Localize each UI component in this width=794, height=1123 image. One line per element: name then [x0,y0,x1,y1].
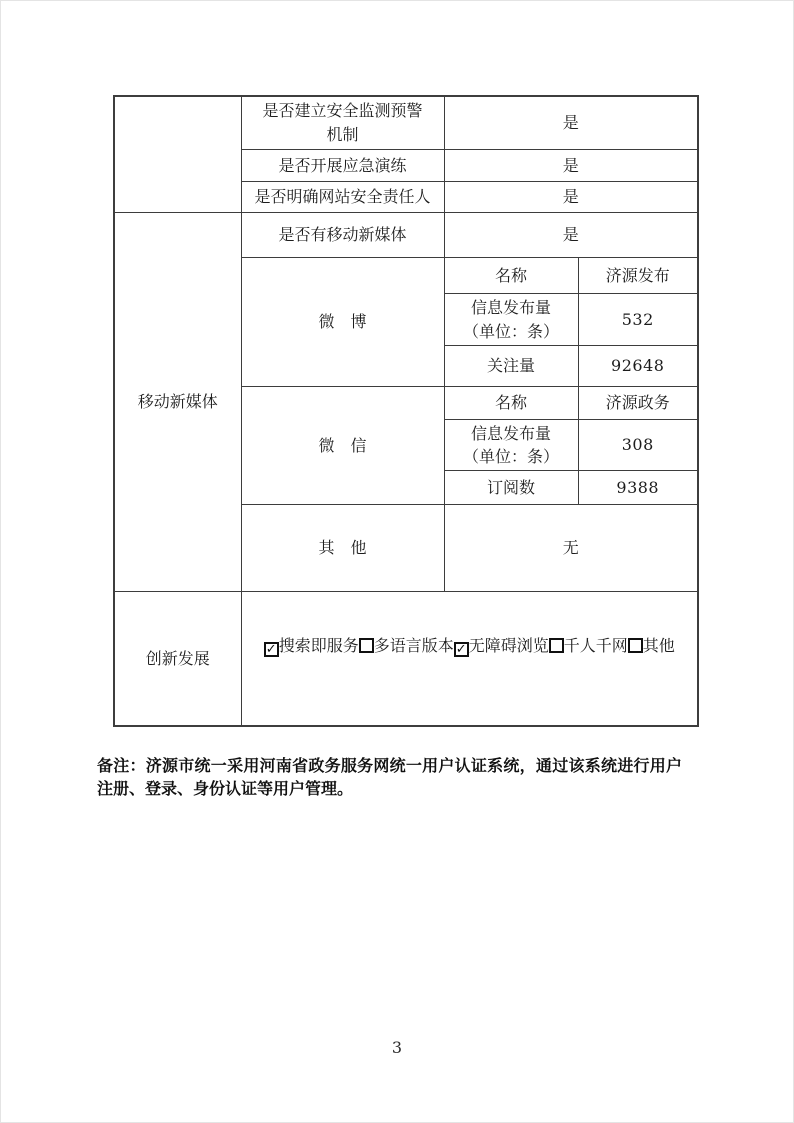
innovation-option-label: 其他 [642,635,675,655]
weibo-followers-value: 92648 [578,346,698,387]
weibo-name-label: 名称 [444,258,578,294]
footnote [97,754,682,800]
has-mobile-label: 是否有移动新媒体 [241,213,444,258]
has-mobile-value: 是 [444,213,698,258]
section-label-mobile-media: 移动新媒体 [114,213,241,592]
wechat-posts-label [444,420,578,471]
innovation-option-label: 搜索即服务 [278,635,359,655]
wechat-name-value: 济源政务 [578,387,698,420]
section-label-innovation: 创新发展 [114,592,241,726]
table-row [114,96,698,150]
weibo-name-value: 济源发布 [578,258,698,294]
innovation-options-cell [241,592,698,726]
checkbox-unchecked-icon[interactable] [359,638,374,653]
innovation-option-label: 多语言版本 [373,635,454,655]
wechat-name-label: 名称 [444,387,578,420]
security-row-label [241,96,444,150]
other-media-label: 其 他 [241,505,444,592]
weibo-posts-label [444,294,578,346]
security-row-label-text: 是否建立安全监测预警机制 [262,101,423,144]
security-row-value: 是 [444,96,698,150]
security-row-label: 是否开展应急演练 [241,150,444,182]
weibo-posts-value: 532 [578,294,698,346]
weibo-posts-label-text: 信息发布量 [470,298,551,318]
security-row-value: 是 [444,182,698,213]
table-row [114,213,698,258]
innovation-option-label: 千人千网 [563,635,628,655]
weibo-posts-unit-text: （单位：条） [462,321,559,341]
security-row-value: 是 [444,150,698,182]
checkbox-checked-icon[interactable]: ✓ [264,642,279,657]
wechat-subscribers-label: 订阅数 [444,471,578,505]
innovation-options [248,634,692,658]
table-row [114,592,698,726]
wechat-posts-value: 308 [578,420,698,471]
checkbox-unchecked-icon[interactable] [628,638,643,653]
checkbox-checked-icon[interactable]: ✓ [454,642,469,657]
empty-left-cell [114,96,241,213]
weibo-followers-label: 关注量 [444,346,578,387]
checkbox-unchecked-icon[interactable] [549,638,564,653]
security-row-label: 是否明确网站安全责任人 [241,182,444,213]
footnote-label: 备注： [97,756,146,775]
wechat-subscribers-value: 9388 [578,471,698,505]
report-table [113,95,699,727]
footnote-text: 济源市统一采用河南省政务服务网统一用户认证系统，通过该系统进行用户注册、登录、身份认证等用户管理。 [97,756,682,798]
innovation-option-label: 无障碍浏览 [468,635,549,655]
other-media-value: 无 [444,505,698,592]
wechat-posts-label-text: 信息发布量 [470,424,551,443]
page-number: 3 [391,1038,403,1057]
wechat-label: 微 信 [241,387,444,505]
weibo-label: 微 博 [241,258,444,387]
wechat-posts-unit-text: （单位：条） [462,447,559,467]
